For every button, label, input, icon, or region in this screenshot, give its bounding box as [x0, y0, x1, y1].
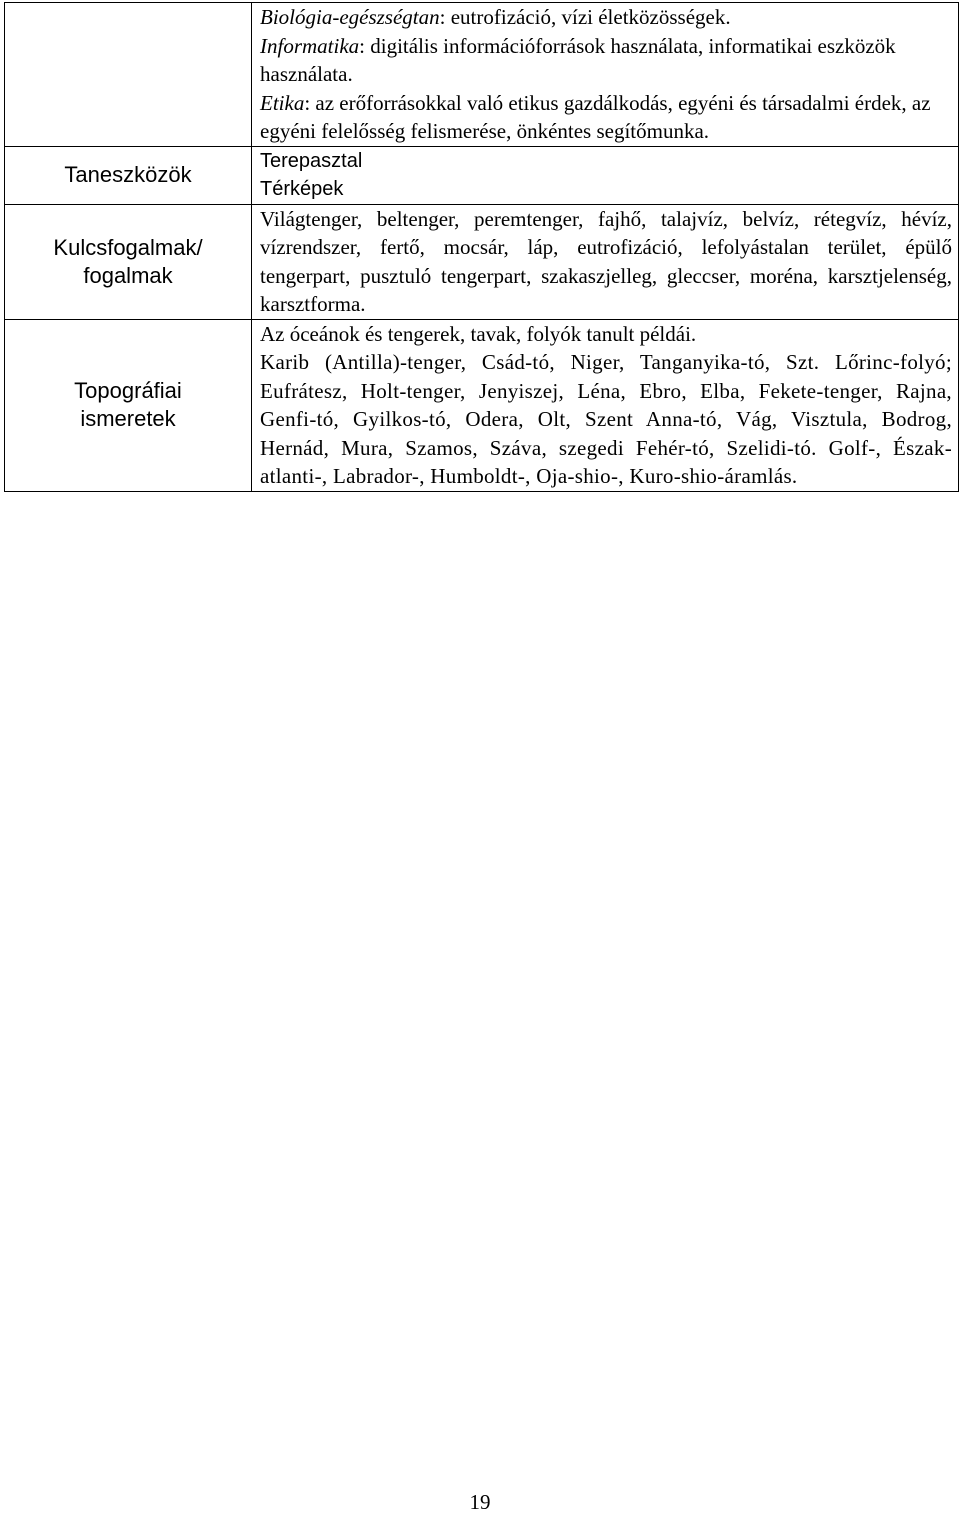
topography-header-line: Topográfiai [74, 378, 182, 403]
page-number: 19 [469, 1490, 491, 1514]
connections-header-cell [5, 3, 252, 147]
connection-line: Informatika: digitális információforrások használata, informatikai eszközök használata. [260, 33, 896, 86]
topography-text: Karib (Antilla)-tenger, Csád-tó, Niger, Tanganyika-tó, Szt. Lőrinc-folyó; Eufrátesz, Holt-tenger, Jenyiszej, Léna, Ebro, Elba, Fekete-tenger, Rajna, Genfi-tó, Gyilkos-tó, Odera, Olt, Szent Anna-tó, Vág, Visztula, Bodrog, Hernád, Mura, Szamos, Száva, szegedi Fehér-tó, Szelidi-tó. Golf-, Észak-atlanti-, Labrador-, Humboldt-, Oja-shio-, Kuro-shio-áramlás. [260, 350, 952, 488]
connection-line: Biológia-egészségtan: eutrofizáció, vízi életközösségek. [260, 5, 731, 29]
concepts-header-line: fogalmak [83, 262, 173, 288]
topography-content-cell [252, 319, 959, 491]
subject-name: Etika [260, 90, 305, 115]
connections-content-cell [252, 3, 959, 147]
row-connections [5, 3, 959, 147]
row-topography [5, 319, 959, 491]
topography-header-cell [5, 319, 252, 491]
row-concepts [5, 204, 959, 319]
curriculum-table [4, 2, 959, 492]
topography-intro: Az óceánok és tengerek, tavak, folyók tanult példái. [260, 321, 697, 346]
tool-item: Terepasztal [260, 149, 363, 172]
topography-header-line: ismeretek [80, 406, 176, 431]
tools-header-cell [5, 146, 252, 204]
tools-header: Taneszközök [64, 162, 192, 187]
concepts-header-cell [5, 204, 252, 319]
row-tools [5, 146, 959, 204]
tools-content-cell [252, 146, 959, 204]
concepts-header-line: Kulcsfogalmak/ [53, 234, 203, 260]
tool-item: Térképek [260, 178, 344, 200]
subject-name: Biológia-egészségtan [260, 5, 440, 29]
connection-line: Etika: az erőforrásokkal való etikus gazdálkodás, egyéni és társadalmi érdek, az egyéni felelősség felismerése, önkéntes segítőmunka. [260, 90, 931, 143]
subject-name: Informatika [260, 33, 360, 58]
concepts-text: Világtenger, beltenger, peremtenger, fajhő, talajvíz, belvíz, rétegvíz, hévíz, vízrendszer, fertő, mocsár, láp, eutrofizáció, lefolyástalan terület, épülő tengerpart, pusztuló tengerpart, szakaszjelleg, gleccser, moréna, karsztjelenség, karsztforma. [260, 206, 952, 316]
concepts-content-cell [252, 204, 959, 319]
